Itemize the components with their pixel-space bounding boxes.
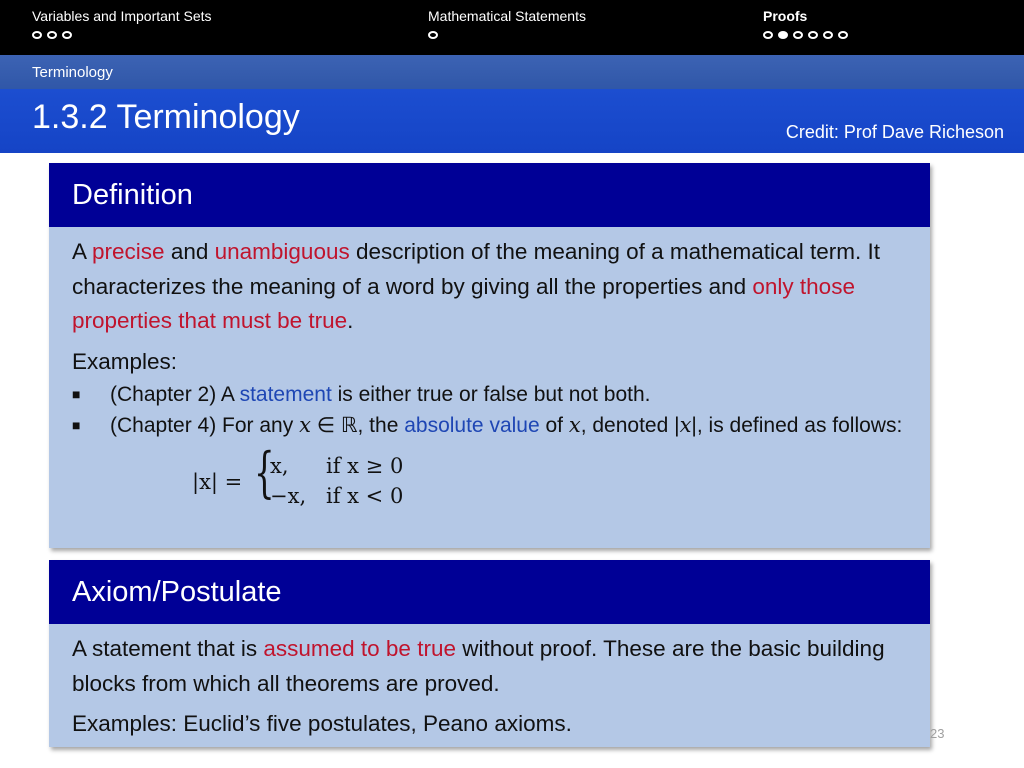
nav-dot[interactable] (838, 31, 848, 39)
title-bar (0, 89, 1024, 153)
nav-section-label-active[interactable]: Proofs (763, 8, 808, 24)
nav-dot[interactable] (763, 31, 773, 39)
definition-body (49, 227, 930, 515)
nav-section-variables[interactable] (32, 8, 212, 39)
text-run: (Chapter 2) A (110, 383, 240, 406)
nav-dot[interactable] (823, 31, 833, 39)
list-item (72, 410, 907, 441)
formula-case-2 (270, 479, 404, 514)
nav-section-label[interactable]: Mathematical Statements (428, 8, 586, 24)
case-condition: if x ≥ 0 (326, 454, 404, 478)
definition-text (72, 235, 907, 339)
text-run: description of the meaning of a mathematical term. It characterizes the meaning of a word by giving all the properties and (72, 239, 880, 299)
text-run: A statement that is (72, 636, 264, 661)
nav-progress-dots (428, 31, 586, 39)
axiom-text (72, 632, 907, 701)
case-condition: if x < 0 (326, 484, 404, 508)
formula-brace: { (254, 441, 275, 504)
subsection-bar (0, 55, 1024, 89)
math-variable: x (299, 413, 311, 437)
section-navigation (0, 0, 1024, 55)
nav-dot[interactable] (32, 31, 42, 39)
math-variable: x (679, 413, 692, 437)
page-number: 23 (930, 726, 945, 741)
slide-title: 1.3.2 Terminology (32, 98, 300, 136)
nav-dot-current[interactable] (778, 31, 788, 39)
text-run: . (347, 308, 354, 333)
nav-section-proofs[interactable] (763, 8, 848, 39)
axiom-block (49, 560, 930, 747)
examples-list (72, 379, 907, 441)
nav-section-statements[interactable] (428, 8, 586, 39)
formula-lhs: |x| = (192, 470, 243, 494)
text-run: and (164, 239, 215, 264)
text-run: , denoted | (580, 414, 680, 437)
nav-dot[interactable] (793, 31, 803, 39)
examples-label: Examples: (72, 348, 178, 374)
credit-text: Credit: Prof Dave Richeson (785, 122, 1004, 142)
square-bullet-icon: ■ (72, 417, 81, 433)
highlight-precise: precise (92, 239, 165, 264)
text-run: |, is defined as follows: (691, 414, 903, 437)
text-run: without proof. These are the basic building blocks from which all theorems are proved. (72, 636, 885, 696)
text-run: A (72, 239, 93, 264)
nav-dot[interactable] (47, 31, 57, 39)
case-value: −x, (270, 484, 307, 508)
axiom-body (49, 624, 930, 742)
list-item (72, 379, 907, 410)
highlight-statement: statement (239, 383, 332, 406)
square-bullet-icon: ■ (72, 386, 81, 402)
text-run: of (539, 414, 569, 437)
axiom-heading: Axiom/Postulate (49, 560, 930, 624)
subsection-label: Terminology (32, 64, 113, 81)
nav-progress-dots (763, 31, 848, 39)
nav-dot[interactable] (808, 31, 818, 39)
nav-dot[interactable] (62, 31, 72, 39)
definition-heading: Definition (49, 163, 930, 227)
nav-progress-dots (32, 31, 212, 39)
axiom-examples: Examples: Euclid’s five postulates, Peano axioms. (72, 711, 572, 736)
absolute-value-formula (72, 441, 907, 515)
text-run: (Chapter 4) For any (110, 414, 300, 437)
highlight-absolute-value: absolute value (404, 414, 540, 437)
math-variable: x (568, 413, 581, 437)
definition-block (49, 163, 930, 548)
text-run: is either true or false but not both. (331, 383, 651, 406)
nav-dot[interactable] (428, 31, 438, 39)
text-run: ∈ ℝ, the (310, 414, 405, 437)
highlight-assumed-true: assumed to be true (263, 636, 456, 661)
nav-section-label[interactable]: Variables and Important Sets (32, 8, 212, 24)
highlight-unambiguous: unambiguous (214, 239, 350, 264)
case-value: x, (270, 454, 289, 478)
highlight-only-those-properties: only those properties that must be true (72, 273, 855, 333)
